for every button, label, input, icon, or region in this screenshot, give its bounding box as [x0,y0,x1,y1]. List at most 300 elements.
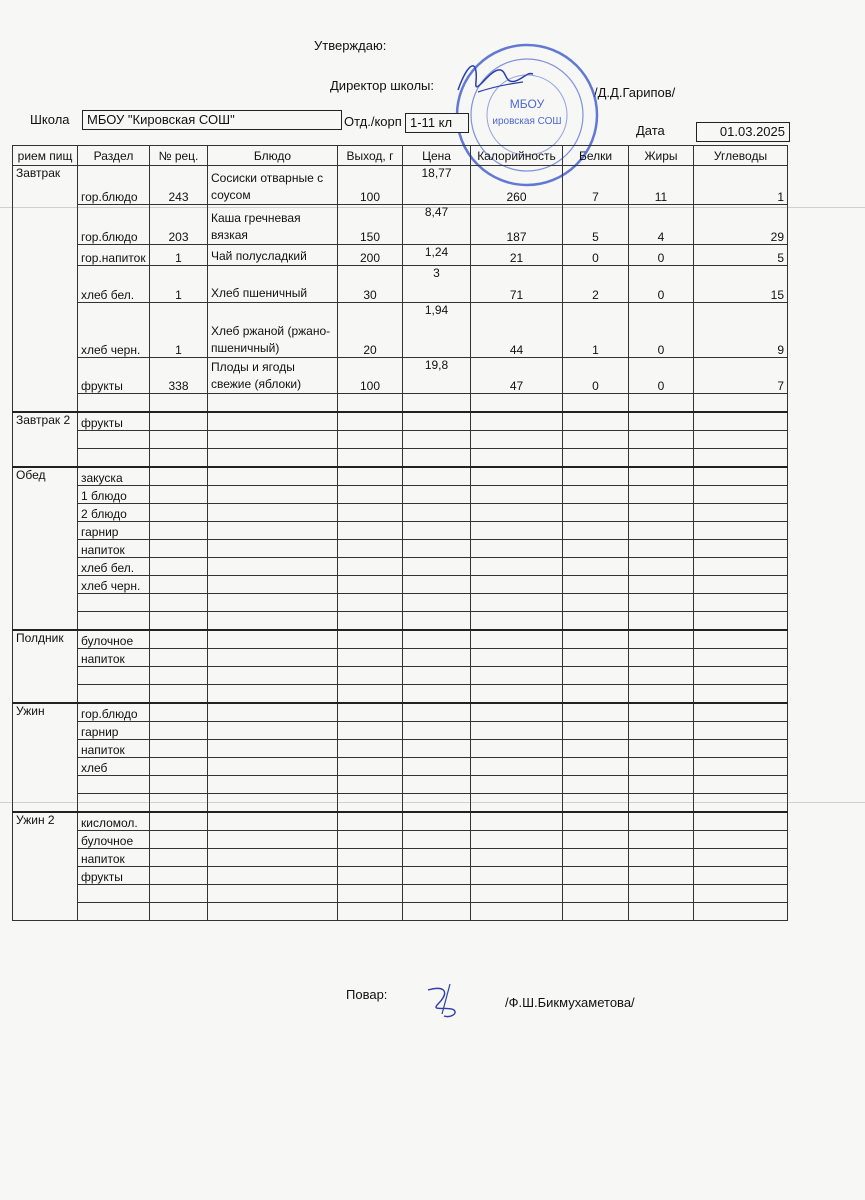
table-cell [563,740,629,758]
table-cell [208,776,338,794]
dish-cell: Хлеб ржаной (ржано-пшеничный) [208,303,338,358]
fat-cell: 0 [629,303,694,358]
table-row [13,867,788,885]
table-cell [629,558,694,576]
table-cell [338,412,403,431]
table-row [13,467,788,486]
yield-cell: 200 [338,245,403,266]
section-cell: напиток [78,849,150,867]
table-cell [563,903,629,921]
date-field: 01.03.2025 [696,122,790,142]
table-cell [208,576,338,594]
table-cell [338,885,403,903]
recipe-cell: 338 [150,358,208,394]
school-label: Школа [30,112,70,127]
carbs-cell: 5 [694,245,788,266]
table-cell [471,522,563,540]
table-row [13,612,788,631]
stamp-line-bottom: ировская СОШ [492,116,562,127]
table-cell [208,394,338,413]
section-cell [78,903,150,921]
table-cell [403,685,471,704]
table-cell [208,612,338,631]
price-cell: 18,77 [403,166,471,205]
col-header: Блюдо [208,146,338,166]
table-cell [150,540,208,558]
fat-cell: 0 [629,266,694,303]
section-cell [78,685,150,704]
table-cell [403,412,471,431]
table-cell [338,431,403,449]
table-row [13,558,788,576]
section-cell: фрукты [78,867,150,885]
fat-cell: 4 [629,205,694,245]
fat-cell: 0 [629,245,694,266]
table-cell [563,558,629,576]
table-cell [403,630,471,649]
table-cell [403,394,471,413]
price-cell: 1,94 [403,303,471,358]
section-cell [78,594,150,612]
table-cell [629,522,694,540]
table-cell [471,722,563,740]
table-cell [338,867,403,885]
section-cell: хлеб бел. [78,266,150,303]
protein-cell: 5 [563,205,629,245]
kcal-cell: 187 [471,205,563,245]
table-cell [208,758,338,776]
table-cell [694,758,788,776]
table-cell [563,612,629,631]
table-cell [563,504,629,522]
table-cell [563,630,629,649]
table-row [13,486,788,504]
table-cell [563,685,629,704]
table-cell [208,812,338,831]
table-cell [150,394,208,413]
table-cell [150,649,208,667]
section-cell [78,612,150,631]
table-cell [208,903,338,921]
stamp-line-top: МБОУ [509,97,545,111]
table-cell [403,667,471,685]
table-cell [338,576,403,594]
table-cell [629,394,694,413]
table-cell [694,394,788,413]
table-cell [629,831,694,849]
table-cell [150,504,208,522]
table-row [13,831,788,849]
section-cell: напиток [78,540,150,558]
dish-cell: Каша гречневая вязкая [208,205,338,245]
table-cell [338,449,403,468]
meal-label: Обед [13,467,78,630]
table-cell [694,576,788,594]
table-row [13,740,788,758]
table-row [13,903,788,921]
table-cell [471,831,563,849]
meal-label: Завтрак [13,166,78,413]
approve-label: Утверждаю: [314,38,387,53]
table-cell [208,540,338,558]
table-row [13,649,788,667]
table-cell [563,831,629,849]
table-row [13,540,788,558]
table-cell [338,630,403,649]
table-cell [150,558,208,576]
protein-cell: 0 [563,358,629,394]
table-cell [150,449,208,468]
table-cell [694,540,788,558]
section-cell: гор.блюдо [78,205,150,245]
section-cell: фрукты [78,412,150,431]
table-header-row [13,146,788,166]
price-cell: 1,24 [403,245,471,266]
table-cell [694,903,788,921]
col-header: Калорийность [471,146,563,166]
section-cell: 1 блюдо [78,486,150,504]
table-cell [338,703,403,722]
table-cell [208,867,338,885]
table-cell [150,667,208,685]
table-cell [563,812,629,831]
table-cell [338,504,403,522]
table-cell [338,831,403,849]
table-cell [563,449,629,468]
table-cell [471,449,563,468]
table-cell [403,703,471,722]
table-cell [629,540,694,558]
section-cell: хлеб черн. [78,576,150,594]
table-cell [338,758,403,776]
meal-label: Ужин [13,703,78,812]
table-row [13,303,788,358]
section-cell: булочное [78,831,150,849]
carbs-cell: 1 [694,166,788,205]
table-cell [150,885,208,903]
table-cell [694,486,788,504]
kcal-cell: 260 [471,166,563,205]
table-cell [150,612,208,631]
table-cell [629,630,694,649]
table-cell [471,504,563,522]
table-cell [208,630,338,649]
table-cell [150,576,208,594]
table-cell [694,776,788,794]
table-cell [563,486,629,504]
table-row [13,166,788,205]
table-cell [403,504,471,522]
table-cell [208,504,338,522]
table-cell [150,776,208,794]
table-cell [208,449,338,468]
table-cell [563,867,629,885]
table-cell [471,667,563,685]
table-cell [694,812,788,831]
table-cell [403,831,471,849]
carbs-cell: 9 [694,303,788,358]
table-cell [471,758,563,776]
meal-label: Завтрак 2 [13,412,78,467]
protein-cell: 7 [563,166,629,205]
section-cell [78,667,150,685]
table-cell [694,594,788,612]
col-header: Белки [563,146,629,166]
table-row [13,522,788,540]
dish-cell: Чай полусладкий [208,245,338,266]
table-row [13,776,788,794]
scan-artifact [0,207,865,208]
table-cell [471,467,563,486]
table-cell [208,486,338,504]
table-cell [471,431,563,449]
table-cell [471,394,563,413]
table-cell [563,849,629,867]
table-cell [150,903,208,921]
table-cell [150,722,208,740]
table-cell [338,849,403,867]
dept-label: Отд./корп [344,114,402,129]
school-field: МБОУ "Кировская СОШ" [82,110,342,130]
table-cell [338,467,403,486]
table-row [13,722,788,740]
section-cell: кисломол. [78,812,150,831]
section-cell: хлеб черн. [78,303,150,358]
section-cell: гарнир [78,522,150,540]
table-row [13,703,788,722]
table-cell [338,594,403,612]
table-row [13,758,788,776]
table-row [13,685,788,704]
table-cell [563,776,629,794]
table-cell [338,612,403,631]
table-cell [471,594,563,612]
table-cell [403,885,471,903]
price-cell: 3 [403,266,471,303]
table-row [13,885,788,903]
section-cell: булочное [78,630,150,649]
table-cell [150,467,208,486]
table-cell [563,703,629,722]
table-cell [150,758,208,776]
meal-label: Полдник [13,630,78,703]
col-header: Углеводы [694,146,788,166]
yield-cell: 150 [338,205,403,245]
table-cell [629,885,694,903]
table-cell [471,576,563,594]
table-cell [208,885,338,903]
dept-field: 1-11 кл [405,113,469,133]
table-cell [403,558,471,576]
price-cell: 8,47 [403,205,471,245]
table-cell [629,576,694,594]
table-cell [150,594,208,612]
table-cell [403,776,471,794]
table-cell [694,504,788,522]
table-cell [471,885,563,903]
table-row [13,358,788,394]
table-cell [150,522,208,540]
table-cell [150,849,208,867]
recipe-cell: 243 [150,166,208,205]
fat-cell: 0 [629,358,694,394]
meal-label: Ужин 2 [13,812,78,921]
table-cell [471,867,563,885]
col-header: рием пищ [13,146,78,166]
dish-cell: Хлеб пшеничный [208,266,338,303]
table-cell [563,758,629,776]
table-cell [629,612,694,631]
table-row [13,205,788,245]
table-cell [208,703,338,722]
table-cell [403,486,471,504]
director-name: /Д.Д.Гарипов/ [594,85,676,100]
table-cell [694,412,788,431]
table-row [13,266,788,303]
section-cell: напиток [78,740,150,758]
col-header: Раздел [78,146,150,166]
table-cell [150,486,208,504]
section-cell: гор.блюдо [78,703,150,722]
section-cell: закуска [78,467,150,486]
table-cell [563,594,629,612]
table-cell [694,431,788,449]
table-cell [694,703,788,722]
section-cell [78,449,150,468]
table-cell [694,831,788,849]
section-cell: хлеб бел. [78,558,150,576]
kcal-cell: 21 [471,245,563,266]
table-cell [563,576,629,594]
table-cell [208,431,338,449]
table-row [13,394,788,413]
table-cell [403,758,471,776]
kcal-cell: 44 [471,303,563,358]
yield-cell: 30 [338,266,403,303]
table-cell [78,394,150,413]
table-cell [208,685,338,704]
table-cell [338,394,403,413]
table-cell [338,667,403,685]
table-cell [208,412,338,431]
table-cell [338,685,403,704]
table-cell [629,867,694,885]
table-cell [208,831,338,849]
table-cell [563,667,629,685]
table-cell [563,649,629,667]
section-cell [78,776,150,794]
table-row [13,667,788,685]
table-cell [694,722,788,740]
table-cell [403,740,471,758]
table-cell [629,486,694,504]
section-cell [78,431,150,449]
table-cell [150,412,208,431]
table-row [13,630,788,649]
table-cell [338,558,403,576]
table-cell [208,740,338,758]
table-cell [629,685,694,704]
section-cell: гор.блюдо [78,166,150,205]
table-cell [403,849,471,867]
col-header: Выход, г [338,146,403,166]
table-row [13,245,788,266]
table-cell [629,412,694,431]
table-cell [338,776,403,794]
table-cell [563,540,629,558]
table-cell [694,649,788,667]
date-label: Дата [636,123,665,138]
table-row [13,449,788,468]
table-cell [208,467,338,486]
table-cell [150,685,208,704]
table-cell [208,849,338,867]
table-cell [403,594,471,612]
table-cell [208,594,338,612]
table-cell [694,685,788,704]
table-row [13,431,788,449]
table-cell [471,903,563,921]
table-cell [629,740,694,758]
scan-artifact [0,802,865,803]
table-cell [403,522,471,540]
table-cell [471,849,563,867]
table-cell [150,740,208,758]
table-cell [403,576,471,594]
table-cell [694,885,788,903]
table-cell [563,722,629,740]
table-cell [403,649,471,667]
table-cell [208,649,338,667]
table-cell [694,667,788,685]
table-cell [471,703,563,722]
table-cell [150,812,208,831]
section-cell: напиток [78,649,150,667]
table-cell [694,522,788,540]
table-cell [208,558,338,576]
table-cell [563,467,629,486]
table-cell [403,467,471,486]
recipe-cell: 1 [150,266,208,303]
section-cell: 2 блюдо [78,504,150,522]
table-cell [471,412,563,431]
dish-cell: Плоды и ягоды свежие (яблоки) [208,358,338,394]
section-cell: хлеб [78,758,150,776]
table-cell [629,703,694,722]
table-cell [694,467,788,486]
table-cell [629,722,694,740]
yield-cell: 100 [338,358,403,394]
table-cell [629,812,694,831]
protein-cell: 0 [563,245,629,266]
table-cell [471,630,563,649]
table-cell [403,449,471,468]
table-cell [403,722,471,740]
table-cell [338,522,403,540]
table-cell [563,412,629,431]
table-cell [629,849,694,867]
table-cell [629,504,694,522]
table-cell [471,486,563,504]
table-cell [629,903,694,921]
table-cell [403,540,471,558]
protein-cell: 2 [563,266,629,303]
table-cell [403,867,471,885]
price-cell: 19,8 [403,358,471,394]
table-cell [471,776,563,794]
table-cell [208,667,338,685]
col-header: № рец. [150,146,208,166]
